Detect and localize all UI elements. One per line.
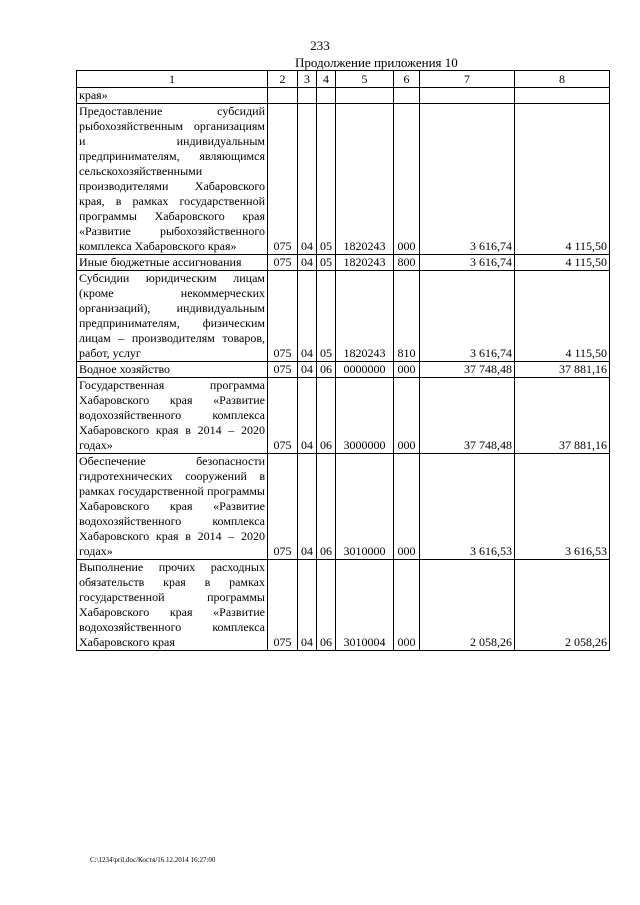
row-name-text: края» [79, 88, 108, 102]
row-name [77, 362, 268, 378]
row-name [77, 88, 268, 104]
section-code: 04 [298, 560, 317, 651]
amount-col7: 3 616,74 [420, 255, 515, 271]
amount-col8: 4 115,50 [515, 271, 610, 362]
table-row [77, 104, 610, 255]
row-name-text: Обеспечение безопасности гидротехнических сооружений в рамках государственной программы Хабаровского края «Развитие водохозяйственного комплекса Хабаровского края в 2014 – 2020 годах» [79, 454, 265, 558]
expense-type-code: 000 [394, 560, 420, 651]
amount-col8: 2 058,26 [515, 560, 610, 651]
expense-type-code: 000 [394, 362, 420, 378]
subsection-code [317, 88, 336, 104]
amount-col8: 4 115,50 [515, 255, 610, 271]
row-name-text: Иные бюджетные ассигнования [79, 255, 242, 269]
section-code: 04 [298, 454, 317, 560]
row-name [77, 560, 268, 651]
row-name [77, 104, 268, 255]
amount-col8: 3 616,53 [515, 454, 610, 560]
row-name-text: Субсидии юридическим лицам (кроме некоммерческих организаций), индивидуальным предпринимателям, физическим лицам – производителям товаров, работ, услуг [79, 271, 265, 360]
header-cell: 2 [268, 71, 298, 88]
amount-col8: 4 115,50 [515, 104, 610, 255]
ministry-code [268, 88, 298, 104]
row-name [77, 454, 268, 560]
target-article-code: 3000000 [336, 378, 394, 454]
expense-type-code: 000 [394, 378, 420, 454]
amount-col7 [420, 88, 515, 104]
header-cell: 1 [77, 71, 268, 88]
header-cell: 7 [420, 71, 515, 88]
table-row [77, 378, 610, 454]
table-row [77, 362, 610, 378]
row-name-text: Предоставление субсидий рыбохозяйственным организациям и индивидуальным предпринимателям, являющимся сельскохозяйственными производителями Хабаровского края, в рамках государственной программы Хабаровского края «Развитие рыбохозяйственного комплекса Хабаровского края» [79, 104, 265, 253]
amount-col7: 37 748,48 [420, 378, 515, 454]
ministry-code: 075 [268, 255, 298, 271]
expense-type-code: 000 [394, 104, 420, 255]
section-code [298, 88, 317, 104]
target-article-code: 0000000 [336, 362, 394, 378]
subsection-code: 06 [317, 560, 336, 651]
section-code: 04 [298, 271, 317, 362]
table-row [77, 560, 610, 651]
file-path-footer: C:\1234\pril.doc/Костя/16.12.2014 16:27:00 [90, 856, 216, 864]
expense-type-code: 800 [394, 255, 420, 271]
row-name-text: Выполнение прочих расходных обязательств края в рамках государственной программы Хабаровского края «Развитие водохозяйственного комплекса Хабаровского края [79, 560, 265, 649]
table-row [77, 255, 610, 271]
ministry-code: 075 [268, 271, 298, 362]
row-name-text: Государственная программа Хабаровского края «Развитие водохозяйственного комплекса Хабаровского края в 2014 – 2020 годах» [79, 378, 265, 452]
row-name-text: Водное хозяйство [79, 362, 171, 376]
ministry-code: 075 [268, 378, 298, 454]
continuation-caption: Продолжение приложения 10 [295, 55, 458, 70]
row-name [77, 271, 268, 362]
row-name [77, 255, 268, 271]
amount-col7: 3 616,74 [420, 271, 515, 362]
section-code: 04 [298, 104, 317, 255]
ministry-code: 075 [268, 104, 298, 255]
target-article-code: 3010000 [336, 454, 394, 560]
expense-type-code: 000 [394, 454, 420, 560]
header-cell: 4 [317, 71, 336, 88]
ministry-code: 075 [268, 560, 298, 651]
amount-col7: 37 748,48 [420, 362, 515, 378]
amount-col7: 2 058,26 [420, 560, 515, 651]
target-article-code: 1820243 [336, 104, 394, 255]
ministry-code: 075 [268, 454, 298, 560]
table-row [77, 454, 610, 560]
header-cell: 5 [336, 71, 394, 88]
page-number: 233 [310, 38, 330, 53]
row-name [77, 378, 268, 454]
section-code: 04 [298, 362, 317, 378]
amount-col8: 37 881,16 [515, 362, 610, 378]
subsection-code: 06 [317, 378, 336, 454]
table-row [77, 88, 610, 104]
subsection-code: 05 [317, 255, 336, 271]
amount-col7: 3 616,53 [420, 454, 515, 560]
subsection-code: 05 [317, 271, 336, 362]
subsection-code: 05 [317, 104, 336, 255]
subsection-code: 06 [317, 454, 336, 560]
target-article-code: 3010004 [336, 560, 394, 651]
expense-type-code: 810 [394, 271, 420, 362]
expense-type-code [394, 88, 420, 104]
target-article-code: 1820243 [336, 255, 394, 271]
table-header-row [77, 71, 610, 88]
ministry-code: 075 [268, 362, 298, 378]
header-cell: 3 [298, 71, 317, 88]
amount-col7: 3 616,74 [420, 104, 515, 255]
target-article-code [336, 88, 394, 104]
budget-table [76, 70, 610, 651]
amount-col8: 37 881,16 [515, 378, 610, 454]
target-article-code: 1820243 [336, 271, 394, 362]
subsection-code: 06 [317, 362, 336, 378]
amount-col8 [515, 88, 610, 104]
header-cell: 6 [394, 71, 420, 88]
section-code: 04 [298, 378, 317, 454]
header-cell: 8 [515, 71, 610, 88]
table-row [77, 271, 610, 362]
section-code: 04 [298, 255, 317, 271]
